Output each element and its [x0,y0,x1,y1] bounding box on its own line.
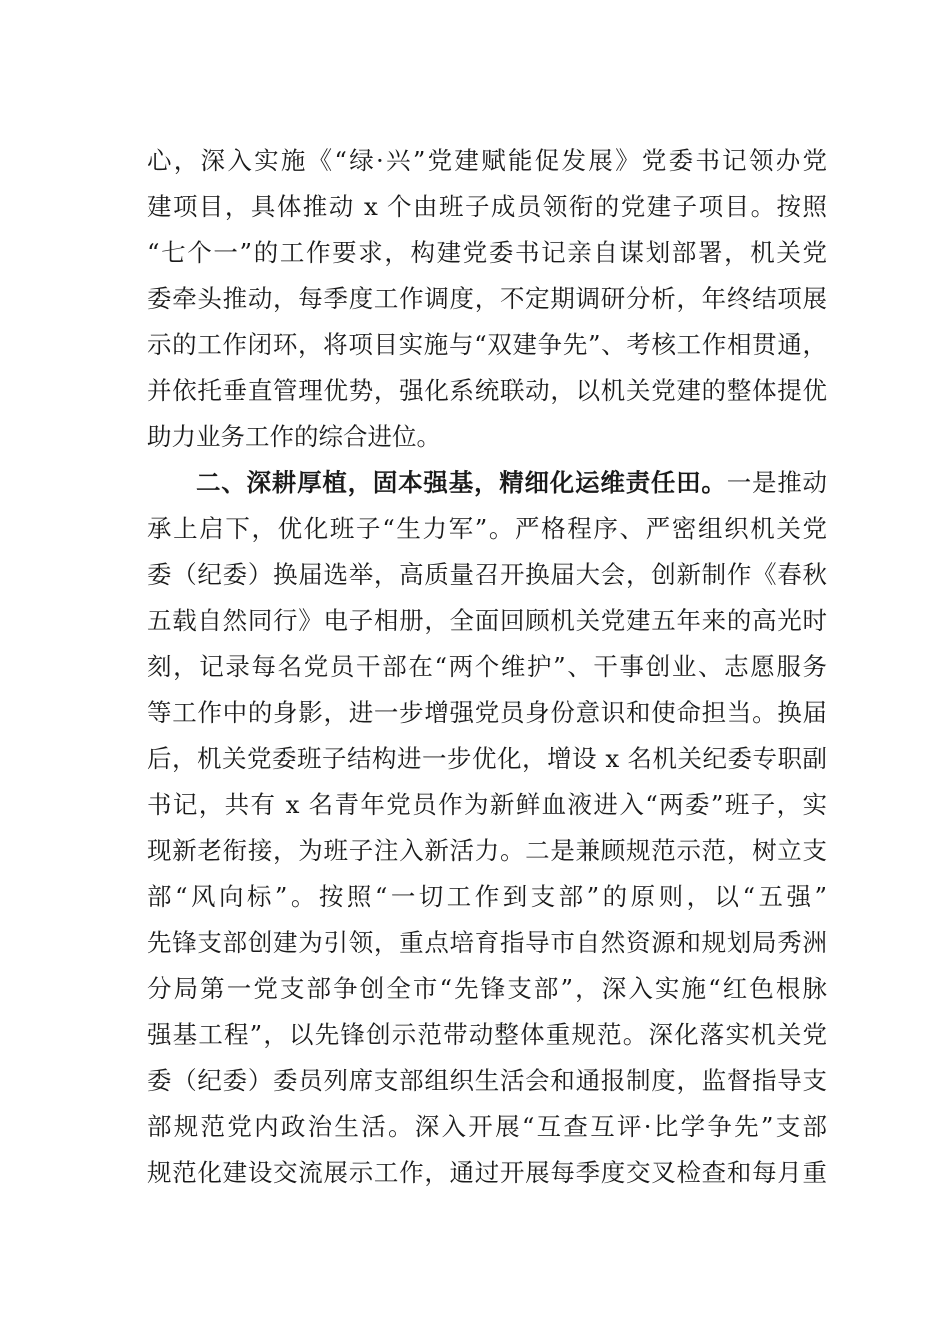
paragraph-1-line-4: 委牵头推动，每季度工作调度，不定期调研分析，年终结项展 [147,284,827,313]
paragraph-1-line-5: 示的工作闭环，将项目实施与“双建争先”、考核工作相贯通， [147,330,827,359]
paragraph-2-first-line [196,463,827,503]
paragraph-2-line-3: 委（纪委）换届选举，高质量召开换届大会，创新制作《春秋 [147,560,827,589]
paragraph-2-line-2: 承上启下，优化班子“生力军”。严格程序、严密组织机关党 [147,514,827,543]
paragraph-1-line-2: 建项目，具体推动 x 个由班子成员领衔的党建子项目。按照 [147,192,827,221]
paragraph-2-line-7: 后，机关党委班子结构进一步优化，增设 x 名机关纪委专职副 [147,744,827,773]
paragraph-2-line-13: 强基工程”，以先锋创示范带动整体重规范。深化落实机关党 [147,1020,827,1049]
paragraph-1-line-3: “七个一”的工作要求，构建党委书记亲自谋划部署，机关党 [147,238,827,267]
paragraph-1-line-1: 心，深入实施《“绿·兴”党建赋能促发展》党委书记领办党 [147,146,827,175]
paragraph-2-line-12: 分局第一党支部争创全市“先锋支部”，深入实施“红色根脉 [147,974,827,1003]
paragraph-2-line-16: 规范化建设交流展示工作，通过开展每季度交叉检查和每月重 [147,1158,827,1187]
section-first-line-rest: 一是推动 [726,468,827,497]
paragraph-2-line-5: 刻，记录每名党员干部在“两个维护”、干事创业、志愿服务 [147,652,827,681]
paragraph-2-line-6: 等工作中的身影，进一步增强党员身份意识和使命担当。换届 [147,698,827,727]
paragraph-2-line-4: 五载自然同行》电子相册，全面回顾机关党建五年来的高光时 [147,606,827,635]
paragraph-2-line-9: 现新老衔接，为班子注入新活力。二是兼顾规范示范，树立支 [147,836,827,865]
paragraph-2-line-10: 部“风向标”。按照“一切工作到支部”的原则，以“五强” [147,882,827,911]
paragraph-1-line-7: 助力业务工作的综合进位。 [147,422,441,451]
paragraph-2-line-11: 先锋支部创建为引领，重点培育指导市自然资源和规划局秀洲 [147,928,827,957]
paragraph-1-line-6: 并依托垂直管理优势，强化系统联动，以机关党建的整体提优 [147,376,827,405]
paragraph-2-line-15: 部规范党内政治生活。深入开展“互查互评·比学争先”支部 [147,1112,827,1141]
paragraph-2-line-8: 书记，共有 x 名青年党员作为新鲜血液进入“两委”班子，实 [147,790,827,819]
paragraph-2-line-14: 委（纪委）委员列席支部组织生活会和通报制度，监督指导支 [147,1066,827,1095]
section-heading: 二、深耕厚植，固本强基，精细化运维责任田。 [196,468,727,497]
